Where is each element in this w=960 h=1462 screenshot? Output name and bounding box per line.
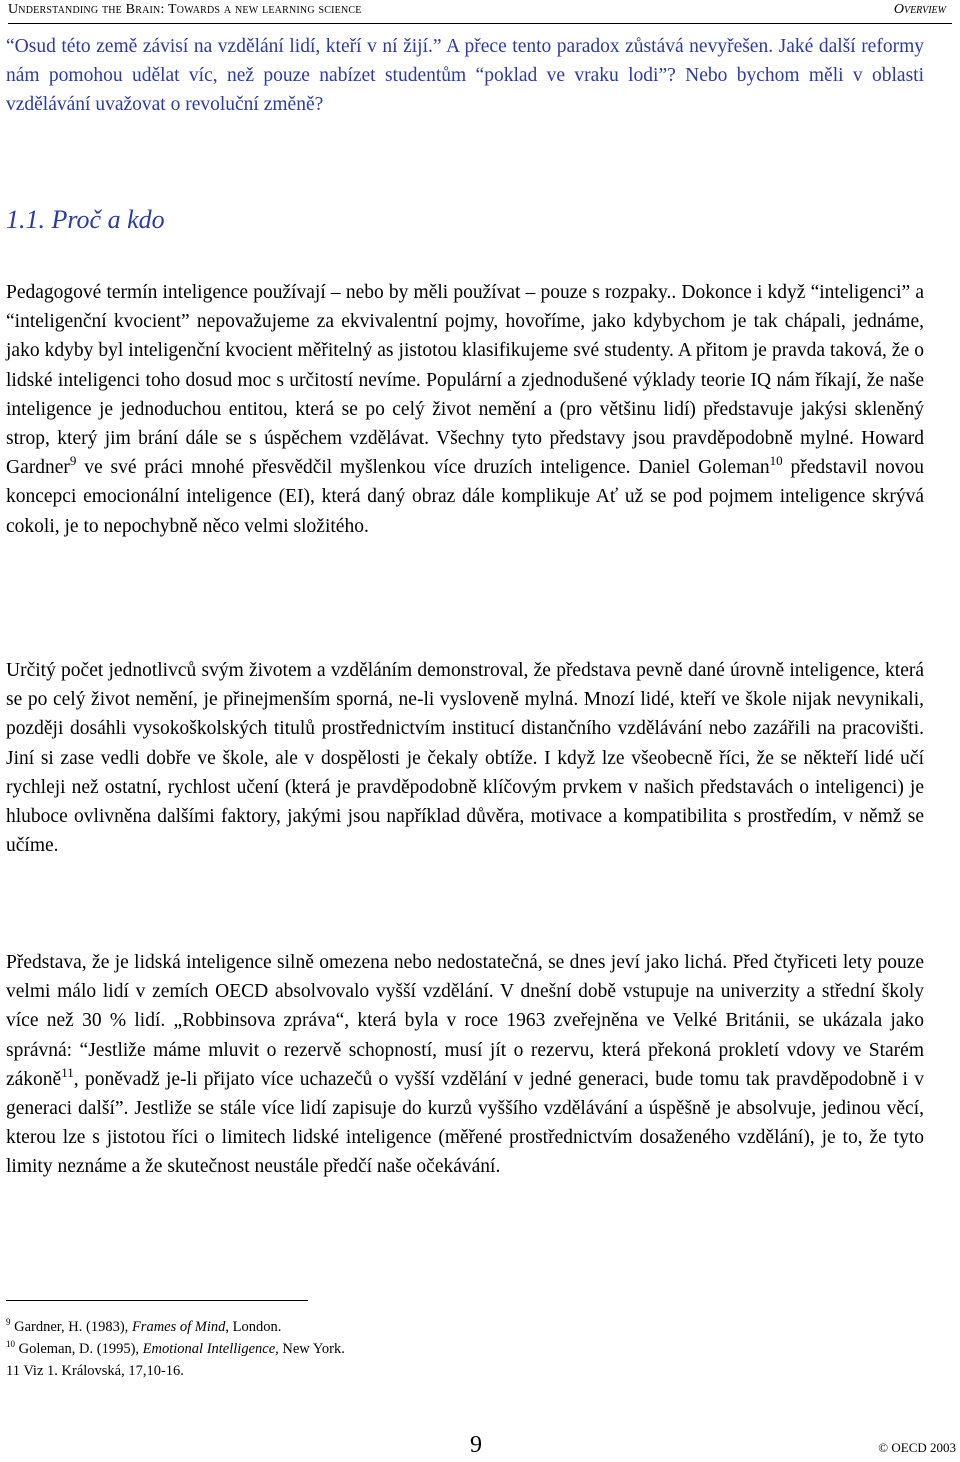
footnote-title: Emotional Intelligence, bbox=[142, 1341, 279, 1357]
footnotes bbox=[6, 1316, 345, 1382]
footnote-11: 11 Viz 1. Královská, 17,10-16. bbox=[6, 1363, 184, 1379]
header-title: Understanding the Brain: Towards a new learning science bbox=[8, 2, 362, 17]
page-number: 9 bbox=[470, 1432, 482, 1458]
copyright-notice: © OECD 2003 bbox=[878, 1440, 956, 1455]
paragraph-text: představil novou koncepci emocionální inteligence (EI), která daný obraz dále komplikuje Ať už se pod pojmem inteligence skrývá cokoli, je to nepochybně něco velmi složitého. bbox=[6, 457, 924, 537]
footnote-separator bbox=[6, 1300, 308, 1301]
paragraph-text: , poněvadž je-li přijato více uchazečů o vyšší vzdělání v jedné generaci, bude tomu tak pravděpodobně i v generaci další”. Jestliže se stále více lidí zapisuje do kurzů vyššího vzdělávání a úspěšně je absolvuje, jedinou věcí, kterou lze s jistotou říci o limitech lidské inteligence (měřené prostřednictvím dosaženého vzdělání), je to, že tyto limity neznáme a že skutečnost neustále předčí naše očekávání. bbox=[6, 1068, 924, 1178]
paragraph-individuals: Určitý počet jednotlivců svým životem a vzděláním demonstroval, že představa pevně dané úrovně inteligence, která se po celý život nemění, je přinejmenším sporná, ne-li vysloveně mylná. Mnozí lidé, kteří ve škole nijak nevynikali, později dosáhli vysokoškolských titulů prostřednictvím institucí distančního vzdělávání nebo zazářili na pracovišti. Jiní si zase vedli dobře ve škole, ale v dospělosti je čekaly obtíže. I když lze všeobecně říci, že se někteří lidé učí rychleji než ostatní, rychlost učení (která je pravděpodobně klíčovým prvkem v našich představách o inteligenci) je hluboce ovlivněna dalšími faktory, jakými jsou například důvěra, motivace a kompatibilita s prostředím, v němž se učíme. bbox=[6, 660, 924, 857]
paragraph-intelligence bbox=[6, 278, 924, 541]
paragraph-text: Pedagogové termín inteligence používají – nebo by měli používat – pouze s rozpaky.. Dokonce i když “inteligenci” a “inteligenční kvocient” nepovažujeme za ekvivalentní pojmy, hovoříme, jako kdybychom je tak chápali, jednáme, jako kdyby byl inteligenční kvocient měřitelný as jistotou klasifikujeme své studenty. A přitom je pravda taková, že o lidské inteligenci toho dosud moc s určitostí nevíme. Populární a zjednodušené výklady teorie IQ nám říkají, že naše inteligence je jednoduchou entitou, která se po celý život nemění a (pro většinu lidí) představuje jakýsi skleněný strop, který jim brání dále se s úspěchem vzdělávat. Všechny tyto představy jsou pravděpodobně mylné. Howard Gardner bbox=[6, 282, 924, 479]
footnote-text: , London. bbox=[225, 1319, 282, 1335]
footnote-number: 9 bbox=[6, 1317, 11, 1327]
footnote-text: Gardner, H. (1983), bbox=[10, 1319, 132, 1335]
footnote-ref-9[interactable]: 9 bbox=[69, 453, 77, 469]
footnote-number: 10 bbox=[6, 1339, 15, 1349]
footnote-ref-11[interactable]: 11 bbox=[61, 1064, 74, 1080]
footnote-9 bbox=[6, 1316, 345, 1338]
footnote-ref-10[interactable]: 10 bbox=[769, 453, 783, 469]
footnote-title: Frames of Mind bbox=[131, 1319, 226, 1335]
paragraph-text: ve své práci mnohé přesvědčil myšlenkou více druzích inteligence. Daniel Goleman bbox=[76, 457, 770, 479]
footnote-10 bbox=[6, 1338, 345, 1360]
section-heading: 1.1. Proč a kdo bbox=[6, 205, 165, 234]
opening-quote: “Osud této země závisí na vzdělání lidí, kteří v ní žijí.” A přece tento paradox zůstává nevyřešen. Jaké další reformy nám pomohou udělat víc, než pouze nabízet studentům “poklad ve vraku lodi”? Nebo bychom měli v oblasti vzdělávání uvažovat o revoluční změně? bbox=[6, 36, 924, 116]
paragraph-text: Představa, že je lidská inteligence silně omezena nebo nedostatečná, se dnes jeví jako lichá. Před čtyřiceti lety pouze velmi málo lidí v zemích OECD absolvovalo vyšší vzdělání. V dnešní době vstupuje na univerzity a střední školy více než 30 % lidí. „Robbinsova zpráva“, která byla v roce 1963 zveřejněna ve Velké Británii, se ukázala jako správná: “Jestliže máme mluvit o rezervě schopností, musí jít o rezervu, která překoná prokletí vdovy ve Starém zákoně bbox=[6, 952, 924, 1090]
header-section: Overview bbox=[893, 2, 946, 17]
footnote-text: New York. bbox=[278, 1341, 345, 1357]
footnote-text: Goleman, D. (1995), bbox=[15, 1341, 143, 1357]
running-header bbox=[8, 0, 952, 24]
paragraph-limits bbox=[6, 948, 924, 1182]
header-rule bbox=[8, 23, 952, 24]
